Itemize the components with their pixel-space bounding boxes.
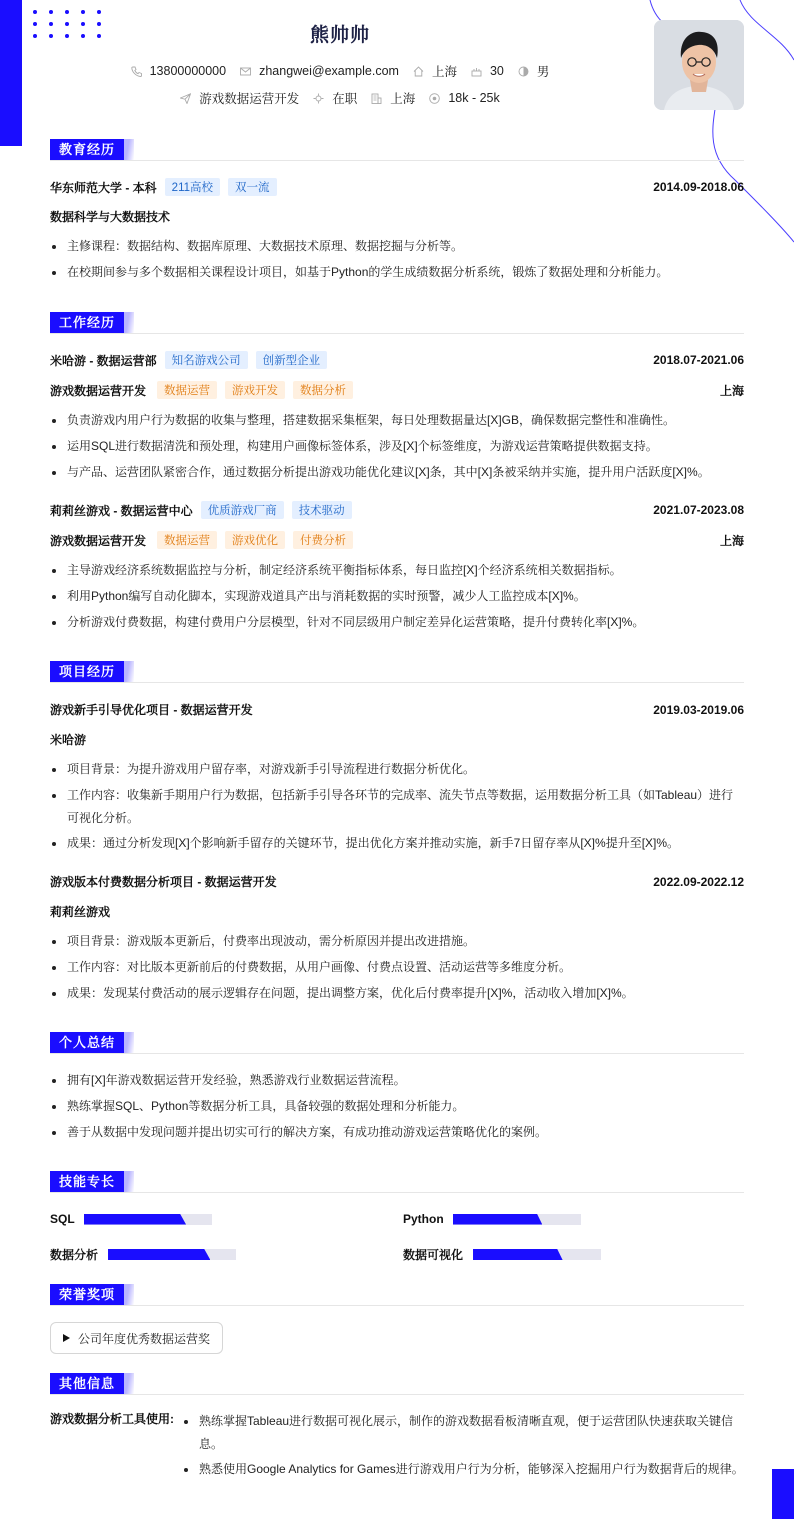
education-header [50, 178, 744, 196]
send-icon [180, 93, 191, 104]
project-title: 游戏版本付费数据分析项目 - 数据运营开发 [50, 875, 277, 889]
section-title-awards: 荣誉奖项 [50, 1284, 124, 1305]
work-role-row [50, 531, 744, 549]
work-city: 上海 [719, 383, 744, 398]
major-name: 数据科学与大数据技术 [50, 210, 171, 224]
status-text: 在职 [332, 92, 358, 106]
company-tag: 知名游戏公司 [165, 351, 248, 369]
contact-row [0, 62, 680, 80]
project-company-row [50, 731, 744, 748]
skill-level-bar [473, 1249, 601, 1260]
project-company: 米哈游 [50, 733, 87, 747]
project-company-row [50, 903, 744, 920]
play-triangle-icon [63, 1334, 70, 1342]
work-date: 2018.07-2021.06 [653, 353, 744, 367]
other-info-label: 游戏数据分析工具使用: [50, 1412, 174, 1426]
company-tag: 创新型企业 [256, 351, 328, 369]
company-tag: 优质游戏厂商 [201, 501, 284, 519]
project-date: 2022.09-2022.12 [653, 874, 744, 889]
skill-name: 数据可视化 [403, 1248, 464, 1262]
education-major-row [50, 208, 744, 225]
section-title-education: 教育经历 [50, 139, 124, 160]
divider [50, 682, 744, 683]
skill-name: Python [403, 1212, 444, 1226]
age-info [471, 64, 504, 78]
list-item: 主修课程：数据结构、数据库原理、大数据技术原理、数据挖掘与分析等。 [50, 235, 744, 258]
role-name: 游戏数据运营开发 [50, 383, 147, 398]
section-title-skills: 技能专长 [50, 1171, 124, 1192]
status-info [313, 89, 357, 107]
location-info [413, 62, 457, 80]
skill-name: 数据分析 [50, 1248, 99, 1262]
list-item: 工作内容：对比版本更新前后的付费数据，从用户画像、付费点设置、活动运营等多维度分析。 [50, 956, 744, 979]
list-item: 分析游戏付费数据，构建付费用户分层模型，针对不同层级用户制定差异化运营策略，提升付费转化率[X]%。 [50, 611, 744, 634]
role-tag: 数据运营 [157, 381, 217, 399]
award-item[interactable] [50, 1322, 223, 1354]
company-name: 米哈游 - 数据运营部 [50, 353, 157, 368]
phone-icon [131, 66, 142, 77]
list-item: 在校期间参与多个数据相关课程设计项目，如基于Python的学生成绩数据分析系统，锻炼了数据处理和分析能力。 [50, 261, 744, 284]
avatar [654, 20, 744, 110]
skill-item [403, 1212, 581, 1226]
project-header [50, 701, 744, 718]
list-item: 熟练掌握SQL、Python等数据分析工具，具备较强的数据处理和分析能力。 [50, 1095, 744, 1118]
section-other [50, 1373, 134, 1394]
project-company: 莉莉丝游戏 [50, 905, 111, 919]
salary-text: 18k - 25k [448, 91, 500, 105]
divider [50, 1394, 744, 1395]
section-work [50, 312, 134, 333]
candidate-name: 熊帅帅 [309, 25, 370, 46]
section-title-projects: 项目经历 [50, 661, 124, 682]
role-name: 游戏数据运营开发 [50, 533, 147, 548]
work-city-info [371, 89, 415, 107]
company-tag: 技术驱动 [292, 501, 352, 519]
role-tag: 数据分析 [293, 381, 353, 399]
section-title-other: 其他信息 [50, 1373, 124, 1394]
age-text: 30 [489, 64, 504, 78]
phone-info [131, 64, 226, 78]
project-title: 游戏新手引导优化项目 - 数据运营开发 [50, 703, 253, 717]
work-date: 2021.07-2023.08 [653, 503, 744, 517]
work-city: 上海 [719, 533, 744, 548]
salary-icon [429, 93, 440, 104]
location-text: 上海 [431, 65, 457, 79]
award-label: 公司年度优秀数据运营奖 [78, 1331, 211, 1346]
divider [50, 1192, 744, 1193]
skill-item [50, 1246, 236, 1263]
section-education [50, 139, 134, 160]
list-item: 负责游戏内用户行为数据的收集与整理，搭建数据采集框架，每日处理数据量达[X]GB，确保数据完整性和准确性。 [50, 409, 744, 432]
skill-item [403, 1246, 601, 1263]
salary-info [429, 91, 499, 105]
target-role-text: 游戏数据运营开发 [199, 92, 300, 106]
role-tag: 付费分析 [293, 531, 353, 549]
email-text: zhangwei@example.com [259, 64, 399, 78]
right-accent-bar [772, 1469, 794, 1519]
role-tag: 游戏开发 [225, 381, 285, 399]
list-item: 项目背景：为提升游戏用户留存率，对游戏新手引导流程进行数据分析优化。 [50, 758, 744, 781]
section-projects [50, 661, 134, 682]
building-icon [371, 93, 382, 104]
list-item: 熟练掌握Tableau进行数据可视化展示，制作的游戏数据看板清晰直观，便于运营团队快速获取关键信息。 [182, 1410, 744, 1456]
target-role-info [180, 89, 299, 107]
list-item: 成果：通过分析发现[X]个影响新手留存的关键环节，提出优化方案并推动实施，新手7日留存率从[X]%提升至[X]%。 [50, 832, 744, 855]
skill-name: SQL [50, 1212, 75, 1226]
work-city-text: 上海 [390, 92, 416, 106]
divider [50, 1053, 744, 1054]
gender-info [518, 62, 550, 80]
project-header [50, 873, 744, 890]
skill-level-bar [84, 1214, 212, 1225]
role-tag: 游戏优化 [225, 531, 285, 549]
section-summary [50, 1032, 134, 1053]
home-icon [413, 66, 424, 77]
skill-item [50, 1212, 212, 1226]
list-item: 熟悉使用Google Analytics for Games进行游戏用户行为分析，能够深入挖掘用户行为数据背后的规律。 [182, 1458, 744, 1481]
list-item: 利用Python编写自动化脚本，实现游戏道具产出与消耗数据的实时预警，减少人工监控成本[X]%。 [50, 585, 744, 608]
status-icon [313, 93, 324, 104]
email-info [240, 64, 399, 78]
divider [50, 1305, 744, 1306]
list-item: 与产品、运营团队紧密合作，通过数据分析提出游戏功能优化建议[X]条，其中[X]条被采纳并实施，提升用户活跃度[X]%。 [50, 461, 744, 484]
work-role-row [50, 381, 744, 399]
school-tag: 211高校 [165, 178, 220, 196]
school-tag: 双一流 [228, 178, 277, 196]
section-skills [50, 1171, 134, 1192]
list-item: 工作内容：收集新手期用户行为数据，包括新手引导各环节的完成率、流失节点等数据，运用数据分析工具（如Tableau）进行可视化分析。 [50, 784, 744, 830]
divider [50, 160, 744, 161]
education-date: 2014.09-2018.06 [653, 180, 744, 194]
section-title-summary: 个人总结 [50, 1032, 124, 1053]
role-tag: 数据运营 [157, 531, 217, 549]
job-row [0, 89, 680, 107]
school-name: 华东师范大学 - 本科 [50, 180, 157, 195]
skill-level-bar [453, 1214, 581, 1225]
list-item: 善于从数据中发现问题并提出切实可行的解决方案，有成功推动游戏运营策略优化的案例。 [50, 1121, 744, 1144]
list-item: 拥有[X]年游戏数据运营开发经验，熟悉游戏行业数据运营流程。 [50, 1069, 744, 1092]
age-icon [471, 66, 482, 77]
company-name: 莉莉丝游戏 - 数据运营中心 [50, 503, 193, 518]
gender-text: 男 [536, 65, 550, 79]
phone-text: 13800000000 [149, 64, 227, 78]
list-item: 项目背景：游戏版本更新后，付费率出现波动，需分析原因并提出改进措施。 [50, 930, 744, 953]
mail-icon [240, 66, 251, 77]
section-awards [50, 1284, 134, 1305]
list-item: 运用SQL进行数据清洗和预处理，构建用户画像标签体系，涉及[X]个标签维度，为游戏运营策略提供数据支持。 [50, 435, 744, 458]
work-header [50, 351, 744, 369]
work-header [50, 501, 744, 519]
list-item: 成果：发现某付费活动的展示逻辑存在问题，提出调整方案，优化后付费率提升[X]%，活动收入增加[X]%。 [50, 982, 744, 1005]
skill-level-bar [108, 1249, 236, 1260]
gender-icon [518, 66, 529, 77]
project-date: 2019.03-2019.06 [653, 702, 744, 717]
divider [50, 333, 744, 334]
list-item: 主导游戏经济系统数据监控与分析，制定经济系统平衡指标体系，每日监控[X]个经济系统相关数据指标。 [50, 559, 744, 582]
section-title-work: 工作经历 [50, 312, 124, 333]
